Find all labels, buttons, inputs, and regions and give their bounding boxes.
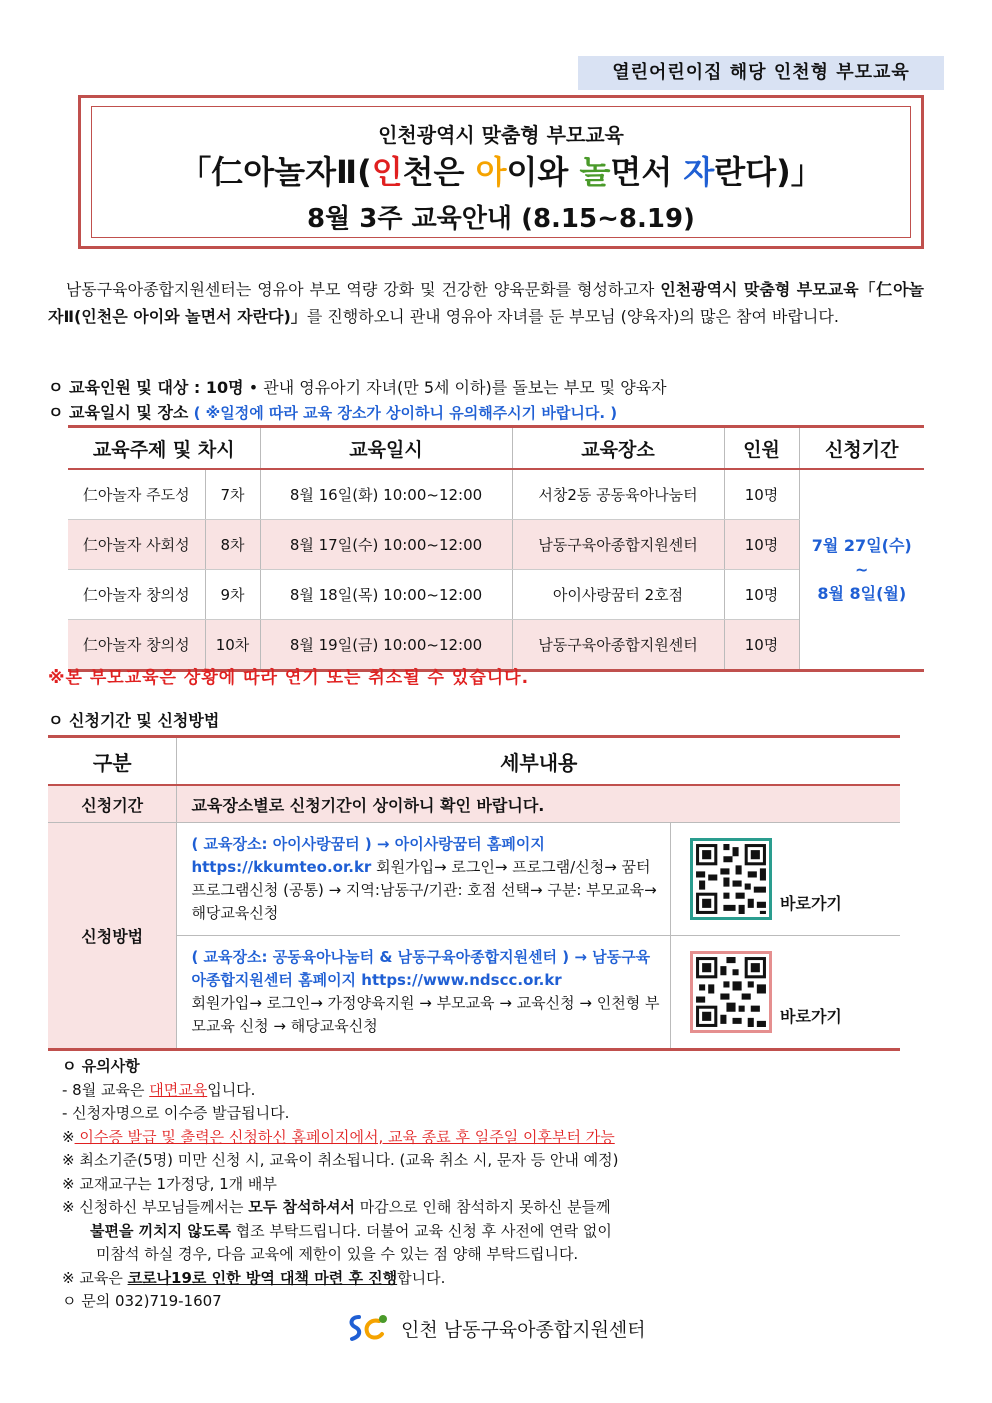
row-place: 남동구육아종합지원센터 bbox=[512, 520, 724, 570]
apply-table bbox=[48, 735, 900, 1051]
row-date: 8월 17일(수) 10:00~12:00 bbox=[260, 520, 512, 570]
row-date: 8월 16일(화) 10:00~12:00 bbox=[260, 469, 512, 520]
qr-cell-ndscc bbox=[671, 936, 900, 1050]
row-session: 9차 bbox=[205, 570, 260, 620]
caution-item: - 신청자명으로 이수증 발급됩니다. bbox=[62, 1104, 290, 1122]
application-period-cell: 7월 27일(수) ~ 8월 8일(월) bbox=[799, 469, 924, 671]
row-place: 아이사랑꿈터 2호점 bbox=[512, 570, 724, 620]
row-date: 8월 19일(금) 10:00~12:00 bbox=[260, 620, 512, 671]
caution-item: ※ 최소기준(5명) 미만 신청 시, 교육이 취소됩니다. (교육 취소 시, 문자 등 안내 예정) bbox=[62, 1151, 619, 1169]
apply-period-text: 교육장소별로 신청기간이 상이하니 확인 바랍니다. bbox=[177, 785, 900, 823]
cautions-section bbox=[62, 1055, 922, 1314]
ndscc-link[interactable]: https://www.ndscc.or.kr bbox=[361, 971, 562, 989]
table-row bbox=[68, 469, 924, 520]
center-logo-icon bbox=[345, 1311, 393, 1345]
title-line2: 「仁아놀자Ⅱ(인천은 아이와 놀면서 자란다)」 bbox=[179, 153, 823, 191]
row-date: 8월 18일(목) 10:00~12:00 bbox=[260, 570, 512, 620]
apply-heading: ㅇ 신청기간 및 신청방법 bbox=[48, 711, 220, 730]
header-date: 교육일시 bbox=[260, 427, 512, 470]
caution-item: 불편을 끼치지 않도록 협조 부탁드립니다. 더불어 교육 신청 후 사전에 연락 없이 bbox=[90, 1221, 612, 1240]
schedule-table bbox=[68, 425, 924, 672]
apply-header-category: 구분 bbox=[48, 737, 177, 786]
row-place: 서창2동 공동육아나눔터 bbox=[512, 469, 724, 520]
row-session: 7차 bbox=[205, 469, 260, 520]
kkumteo-link[interactable]: https://kkumteo.or.kr bbox=[191, 858, 372, 876]
bullet-target: ㅇ 교육인원 및 대상 : 10명 • 관내 영유아기 자녀(만 5세 이하)를 돌보는 부모 및 양육자 bbox=[48, 378, 667, 397]
caution-item: - 8월 교육은 대면교육입니다. bbox=[62, 1080, 256, 1099]
intro-paragraph: 남동구육아종합지원센터는 영유아 부모 역량 강화 및 건강한 양육문화를 형성하고자 인천광역시 맞춤형 부모교육「仁아놀자Ⅱ(인천은 아이와 놀면서 자란다)」를 진행하오니 관내 영유아 자녀를 둔 부모님 (양육자)의 많은 참여 바랍니다. bbox=[48, 280, 924, 326]
apply-method-label: 신청방법 bbox=[48, 823, 177, 1050]
tagline-banner: 열린어린이집 해당 인천형 부모교육 bbox=[578, 56, 944, 90]
footer bbox=[345, 1311, 646, 1345]
caution-item: ※ 신청하신 부모님들께서는 모두 참석하셔서 마감으로 인해 참석하지 못하신 분들께 bbox=[62, 1198, 611, 1216]
title-line3: 8월 3주 교육안내 (8.15~8.19) bbox=[307, 204, 695, 234]
table-row bbox=[68, 570, 924, 620]
caution-item: 미참석 하실 경우, 다음 교육에 제한이 있을 수 있는 점 양해 부탁드립니다. bbox=[96, 1245, 579, 1263]
apply-period-label: 신청기간 bbox=[48, 785, 177, 823]
title-line1: 인천광역시 맞춤형 부모교육 bbox=[378, 123, 624, 147]
header-place: 교육장소 bbox=[512, 427, 724, 470]
row-count: 10명 bbox=[724, 469, 799, 520]
apply-header-row bbox=[48, 737, 900, 786]
caution-item: ※ 교재교구는 1가정당, 1개 배부 bbox=[62, 1174, 277, 1193]
qr-code-icon[interactable] bbox=[690, 951, 772, 1033]
row-count: 10명 bbox=[724, 620, 799, 671]
apply-header-detail: 세부내용 bbox=[177, 737, 900, 786]
row-session: 10차 bbox=[205, 620, 260, 671]
apply-period-row bbox=[48, 785, 900, 823]
header-period: 신청기간 bbox=[799, 427, 924, 470]
title-box bbox=[78, 95, 924, 249]
method-kkumteo: ( 교육장소: 아이사랑꿈터 ) → 아이사랑꿈터 홈페이지 https://kkumteo.or.kr 회원가입→ 로그인→ 프로그램/신청→ 꿈터 프로그램신청 (공통) → 지역:남동구/기관: 호점 선택→ 구분: 부모교육→ 해당교육신청 bbox=[177, 823, 671, 936]
row-topic: 仁아놀자 창의성 bbox=[68, 570, 205, 620]
caution-item: ※ 이수증 발급 및 출력은 신청하신 홈페이지에서, 교육 종료 후 일주일 이후부터 가능 bbox=[62, 1127, 615, 1146]
header-count: 인원 bbox=[724, 427, 799, 470]
goto-link-ndscc[interactable]: 바로가기 bbox=[780, 1007, 842, 1026]
qr-cell-kkumteo bbox=[671, 823, 900, 936]
contact-info: ㅇ 문의 032)719-1607 bbox=[62, 1292, 222, 1310]
apply-method-row-1 bbox=[48, 823, 900, 936]
title-inner-frame bbox=[91, 106, 911, 238]
row-session: 8차 bbox=[205, 520, 260, 570]
footer-org-name: 인천 남동구육아종합지원센터 bbox=[401, 1318, 646, 1341]
caution-item: ※ 교육은 코로나19로 인한 방역 대책 마련 후 진행합니다. bbox=[62, 1268, 446, 1287]
row-place: 남동구육아종합지원센터 bbox=[512, 620, 724, 671]
row-topic: 仁아놀자 주도성 bbox=[68, 469, 205, 520]
row-topic: 仁아놀자 사회성 bbox=[68, 520, 205, 570]
qr-code-icon[interactable] bbox=[690, 838, 772, 920]
goto-link-kkumteo[interactable]: 바로가기 bbox=[780, 894, 842, 913]
postpone-notice: ※본 부모교육은 상황에 따라 연기 또는 취소될 수 있습니다. bbox=[48, 668, 530, 688]
row-topic: 仁아놀자 창의성 bbox=[68, 620, 205, 671]
table-row bbox=[68, 520, 924, 570]
bullet-schedule: ㅇ 교육일시 및 장소 ( ※일정에 따라 교육 장소가 상이하니 유의해주시기 바랍니다. ) bbox=[48, 403, 618, 422]
cautions-heading: ㅇ 유의사항 bbox=[62, 1057, 140, 1075]
row-count: 10명 bbox=[724, 570, 799, 620]
schedule-header-row bbox=[68, 427, 924, 470]
header-topic: 교육주제 및 차시 bbox=[68, 427, 260, 470]
method-ndscc: ( 교육장소: 공동육아나눔터 & 남동구육아종합지원센터 ) → 남동구육아종합지원센터 홈페이지 https://www.ndscc.or.kr 회원가입→ 로그인→ 가정양육지원 → 부모교육 → 교육신청 → 인천형 부모교육 신청 → 해당교육신청 bbox=[177, 936, 671, 1050]
row-count: 10명 bbox=[724, 520, 799, 570]
